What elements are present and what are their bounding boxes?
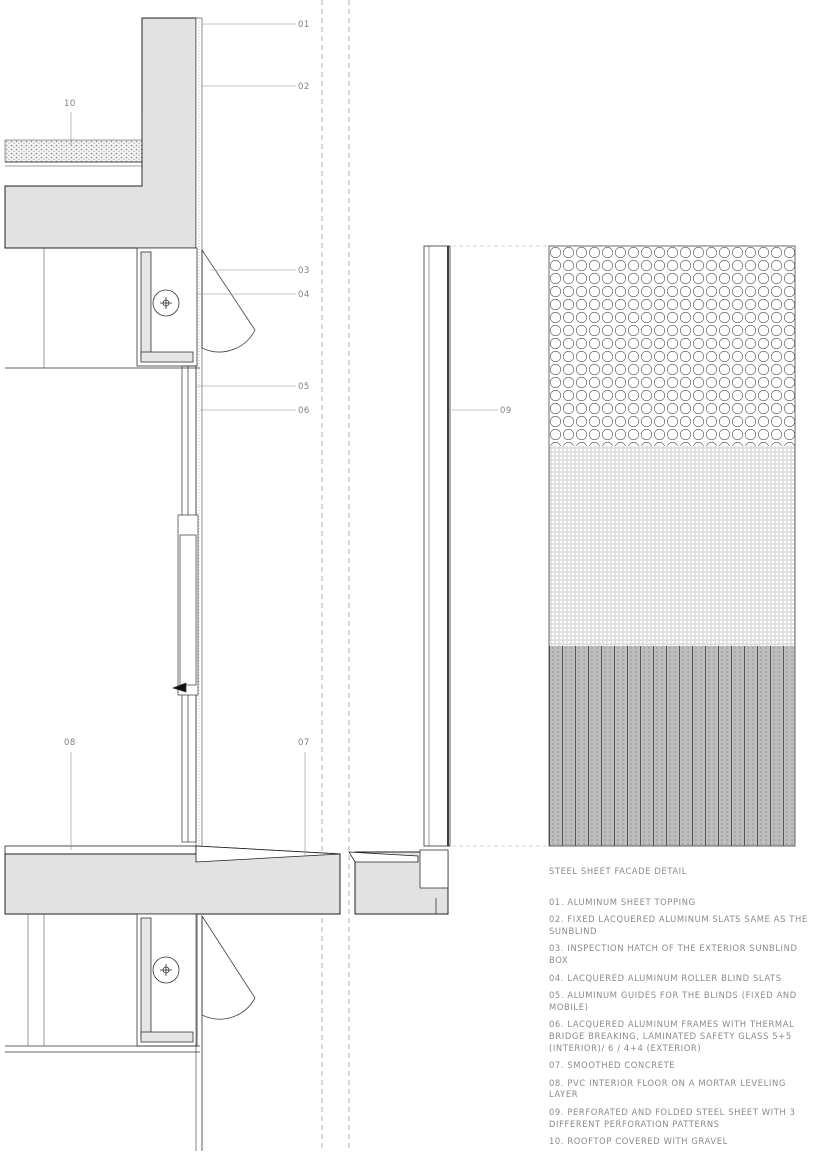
callout-03: 03 xyxy=(298,266,310,276)
legend-item: 08. PVC INTERIOR FLOOR ON A MORTAR LEVELING LAYER xyxy=(549,1077,786,1100)
legend-item: 03. INSPECTION HATCH OF THE EXTERIOR SUNBLIND BOX xyxy=(549,943,798,965)
callout-02: 02 xyxy=(298,82,310,92)
facade-section xyxy=(424,246,549,846)
legend-item: 09. PERFORATED AND FOLDED STEEL SHEET WITH 3 DIFFERENT PERFORATION PATTERNS xyxy=(549,1106,796,1129)
gravel-roof xyxy=(5,112,142,186)
legend-item: 01. ALUMINUM SHEET TOPPING xyxy=(549,896,696,907)
callout-01: 01 xyxy=(298,20,310,30)
callout-10: 10 xyxy=(64,99,76,109)
legend-item: 06. LACQUERED ALUMINUM FRAMES WITH THERMAL BRIDGE BREAKING, LAMINATED SAFETY GLASS 5+5 (INTERIOR)/ 6 / 4+4 (EXTERIOR) xyxy=(549,1019,795,1053)
legend-item: 04. LACQUERED ALUMINUM ROLLER BLIND SLATS xyxy=(549,972,782,983)
callout-09: 09 xyxy=(500,406,512,416)
callouts xyxy=(64,20,512,748)
legend-title: STEEL SHEET FACADE DETAIL xyxy=(549,866,687,876)
legend-item: 02. FIXED LACQUERED ALUMINUM SLATS SAME AS THE SUNBLIND xyxy=(549,914,808,936)
callout-07: 07 xyxy=(298,738,310,748)
callout-05: 05 xyxy=(298,382,310,392)
legend-item: 05. ALUMINUM GUIDES FOR THE BLINDS (FIXED AND MOBILE) xyxy=(549,990,797,1012)
legend xyxy=(549,866,818,1154)
callout-06: 06 xyxy=(298,406,310,416)
legend-item: 07. SMOOTHED CONCRETE xyxy=(549,1060,676,1071)
blind-box-lower xyxy=(5,914,255,1151)
blind-box-upper xyxy=(5,248,255,368)
grid-lines xyxy=(322,0,349,1151)
legend-item: 10. ROOFTOP COVERED WITH GRAVEL xyxy=(549,1136,728,1147)
callout-04: 04 xyxy=(298,290,310,300)
window-frames xyxy=(173,366,198,842)
callout-08: 08 xyxy=(64,738,76,748)
floor-slab xyxy=(5,846,448,914)
perforated-sheet-elevation xyxy=(549,246,795,846)
